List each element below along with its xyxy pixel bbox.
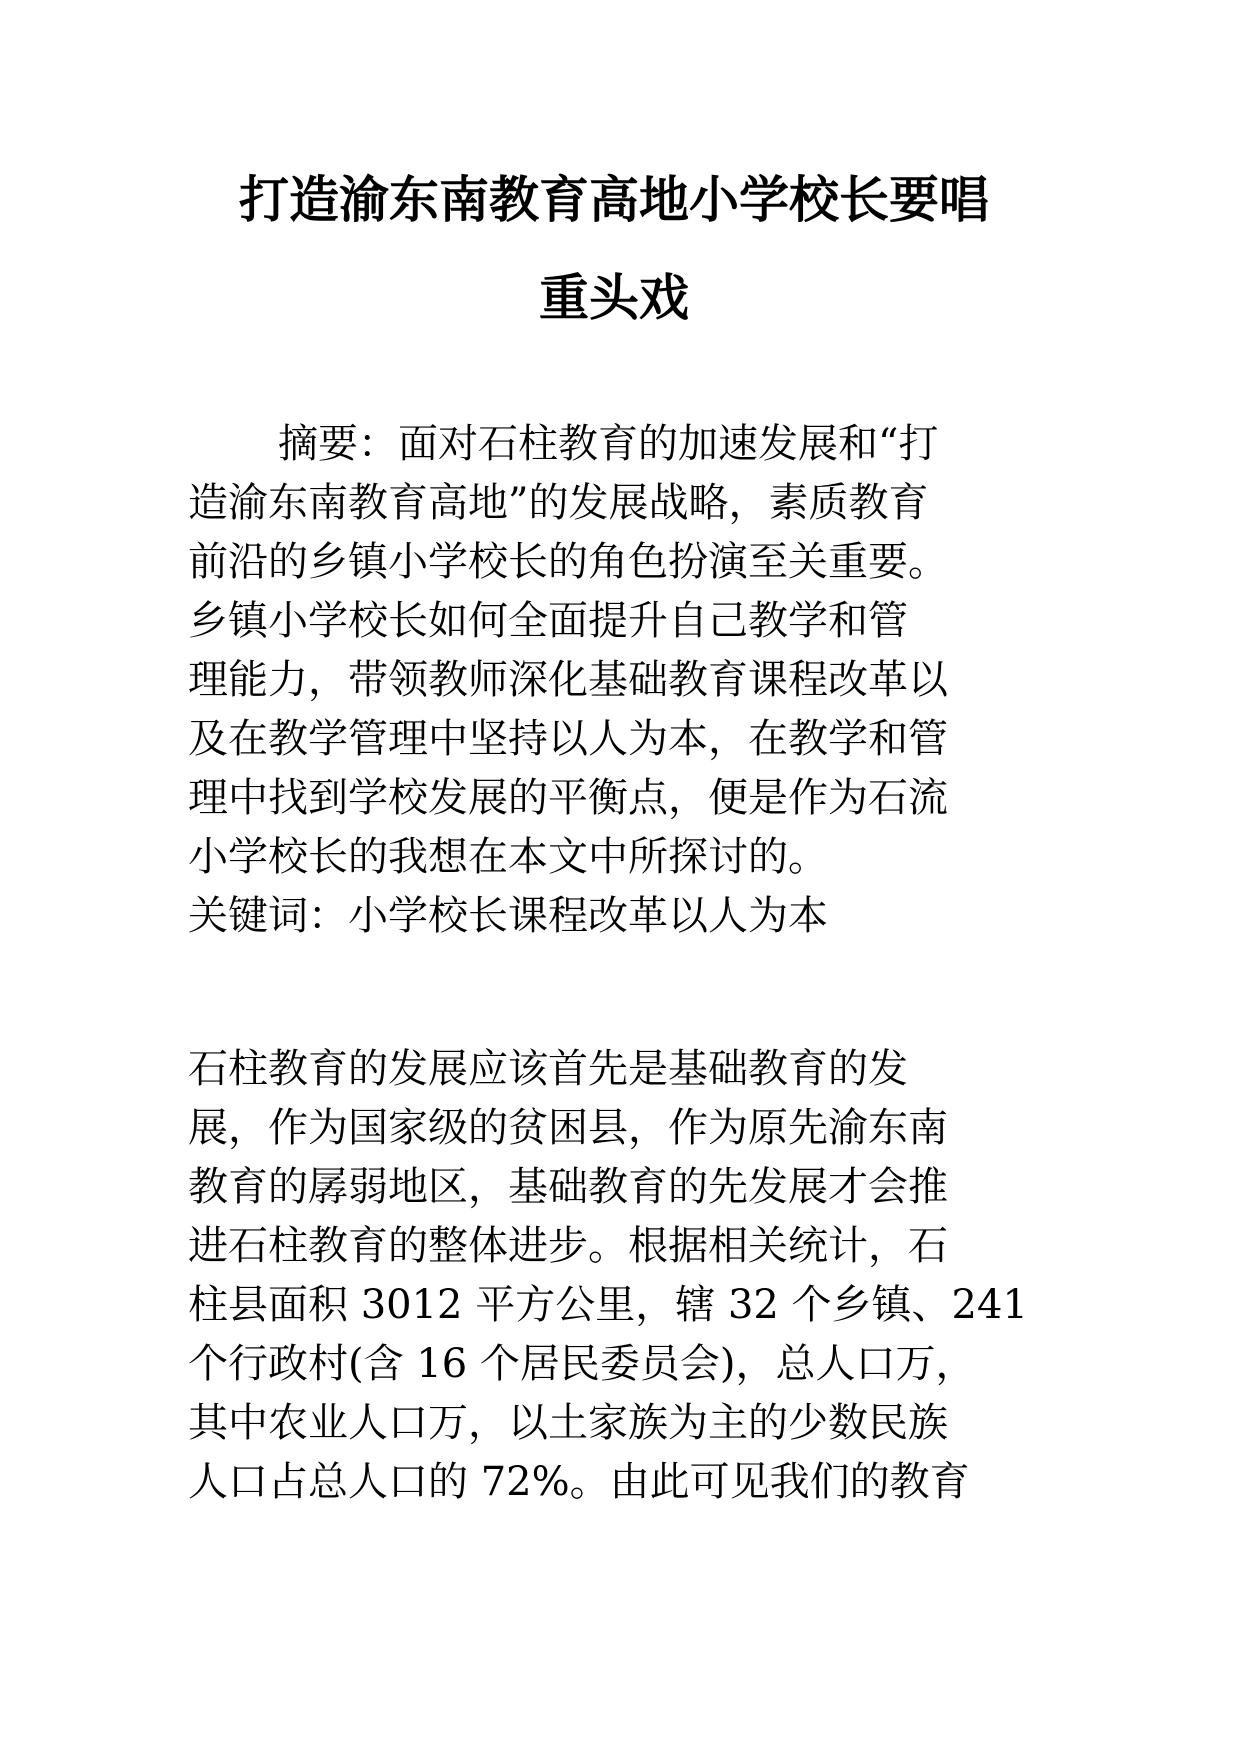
body-line: 教育的孱弱地区，基础教育的先发展才会推 xyxy=(188,1164,948,1210)
abstract-line: 乡镇小学校长如何全面提升自己教学和管 xyxy=(188,598,908,644)
body-line: 个行政村(含 16 个居民委员会)，总人口万， xyxy=(188,1341,976,1387)
body-line: 柱县面积 3012 平方公里，辖 32 个乡镇、241 xyxy=(188,1282,1028,1328)
body-line: 展，作为国家级的贫困县，作为原先渝东南 xyxy=(188,1105,948,1151)
abstract-section xyxy=(188,415,1118,946)
abstract-line: 摘要：面对石柱教育的加速发展和“打 xyxy=(278,421,939,467)
body-line: 其中农业人口万，以土家族为主的少数民族 xyxy=(188,1400,948,1446)
abstract-line: 造渝东南教育高地”的发展战略，素质教育 xyxy=(188,480,929,526)
body-line: 人口占总人口的 72%。由此可见我们的教育 xyxy=(188,1459,970,1505)
document-title-line-1: 打造渝东南教育高地小学校长要唱 xyxy=(239,171,989,229)
abstract-line: 理中找到学校发展的平衡点，便是作为石流 xyxy=(188,775,948,821)
body-paragraph xyxy=(188,1040,1118,1512)
abstract-line: 及在教学管理中坚持以人为本，在教学和管 xyxy=(188,716,948,762)
abstract-line: 前沿的乡镇小学校长的角色扮演至关重要。 xyxy=(188,539,948,585)
keywords-line: 关键词：小学校长课程改革以人为本 xyxy=(188,893,828,939)
abstract-line: 小学校长的我想在本文中所探讨的。 xyxy=(188,834,828,880)
document-title-line-2: 重头戏 xyxy=(539,269,689,327)
body-line: 石柱教育的发展应该首先是基础教育的发 xyxy=(188,1046,908,1092)
body-line: 进石柱教育的整体进步。根据相关统计，石 xyxy=(188,1223,948,1269)
abstract-line: 理能力，带领教师深化基础教育课程改革以 xyxy=(188,657,948,703)
